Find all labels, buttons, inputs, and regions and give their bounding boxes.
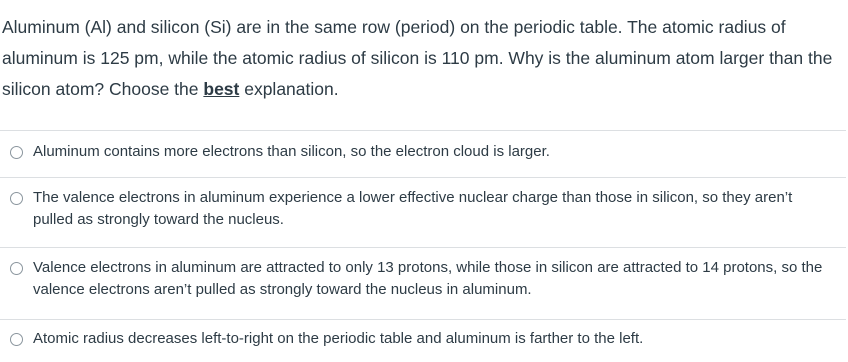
answer-option-3[interactable] xyxy=(0,247,846,319)
question-text xyxy=(2,12,842,105)
answer-option-label: Atomic radius decreases left-to-right on the periodic table and aluminum is farther to the left. xyxy=(33,330,644,347)
radio-button-icon[interactable] xyxy=(10,333,23,346)
radio-button-icon[interactable] xyxy=(10,262,23,275)
answer-list xyxy=(0,130,846,362)
answer-option-label: The valence electrons in aluminum experience a lower effective nuclear charge than those in silicon, so they aren’t pulled as strongly toward the nucleus. xyxy=(33,189,793,228)
question-emphasis: best xyxy=(203,79,240,99)
answer-option-label: Valence electrons in aluminum are attracted to only 13 protons, while those in silicon are attracted to 14 protons, so the valence electrons aren’t pulled as strongly toward the nucleus in aluminum. xyxy=(33,259,823,298)
question-text-start: Aluminum (Al) and silicon (Si) are in the same row (period) on the periodic table. The atomic radius of aluminum is 125 pm, while the atomic radius of silicon is 110 pm. Why is the aluminum atom larger than the silicon atom? Choose the xyxy=(2,17,833,99)
radio-button-icon[interactable] xyxy=(10,146,23,159)
answer-option-label: Aluminum contains more electrons than silicon, so the electron cloud is larger. xyxy=(33,143,550,160)
answer-option-4[interactable] xyxy=(0,319,846,362)
radio-button-icon[interactable] xyxy=(10,192,23,205)
answer-option-2[interactable] xyxy=(0,177,846,247)
answer-option-1[interactable] xyxy=(0,130,846,177)
question-text-end: explanation. xyxy=(239,79,339,99)
